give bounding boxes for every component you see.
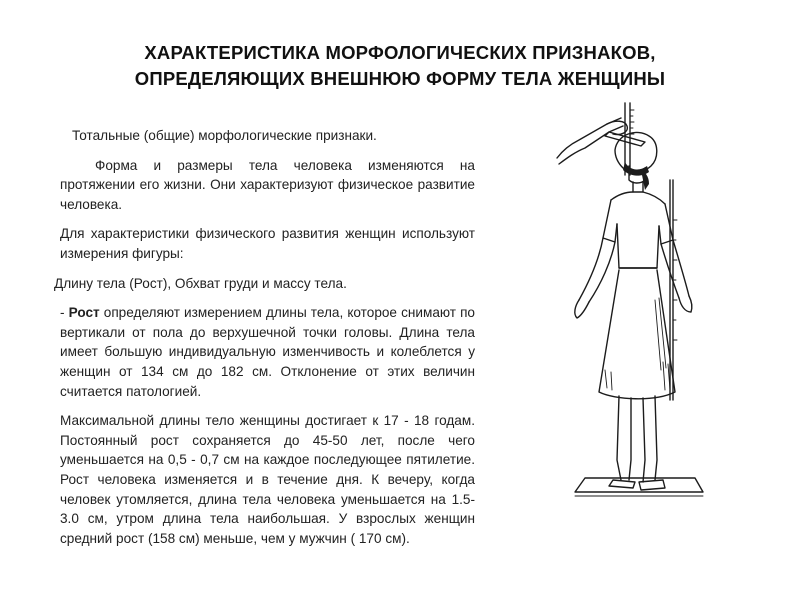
paragraph-height-age-changes: Максимальной длины тело женщины достигает к 17 - 18 годам. Постоянный рост сохраняется до 45-50 лет, после чего уменьшается на 0,5 - 0,7 см на каждое последующее пятилетие. Рост человека изменяется и в течение дня. К вечеру, когда человек утомляется, длина тела человека уменьшается на 1.5-3.0 см, утром длина тела наибольшая. У взрослых женщин средний рост (158 см) меньше, чем у мужчин ( 170 см). — [60, 413, 475, 546]
right-shoe — [639, 480, 665, 490]
paragraph-measurements-intro: Для характеристики физического развития женщин используют измерения фигуры: — [60, 226, 475, 261]
right-sleeve — [659, 204, 673, 244]
illustration-drawing — [545, 100, 725, 560]
paragraph-height-definition — [55, 303, 475, 401]
height-definition-text: определяют измерением длины тела, которое снимают по вертикали от пола до верхушечной точки головы. Длина тела имеет большую индивидуальную изменчивость и колеблется у женщин от 134 см до 182 см. Отклонение от этих величин считается патологией. — [60, 305, 475, 399]
woman-height-measurement-illustration — [545, 100, 725, 560]
paragraph-subtitle: Тотальные (общие) морфологические признаки. — [72, 128, 377, 143]
measurer-arm-lower — [559, 126, 623, 164]
left-leg — [617, 396, 631, 480]
left-shoe — [609, 480, 635, 488]
slide-title — [40, 40, 760, 92]
bodice — [617, 224, 659, 268]
head-hair — [615, 132, 657, 171]
shoulders — [611, 192, 665, 204]
neck-shadow — [641, 170, 649, 190]
left-hand — [575, 300, 589, 318]
right-leg — [643, 396, 657, 482]
body-text — [55, 126, 475, 548]
paragraph-body-form: Форма и размеры тела человека изменяются на протяжении его жизни. Они характеризуют физическое развитие человека. — [60, 157, 475, 212]
title-line-2: ОПРЕДЕЛЯЮЩИХ ВНЕШНЮЮ ФОРМУ ТЕЛА ЖЕНЩИНЫ — [134, 68, 666, 89]
right-hand — [679, 296, 692, 312]
left-arm — [579, 238, 615, 302]
paragraph-measurements-list: Длину тела (Рост), Обхват груди и массу тела. — [54, 275, 347, 291]
skirt-shading — [605, 298, 670, 390]
skirt — [599, 270, 675, 399]
height-term: Рост — [68, 305, 100, 321]
left-sleeve — [603, 200, 617, 242]
height-dash: - — [60, 305, 69, 321]
measuring-platform — [575, 478, 703, 492]
title-line-1: ХАРАКТЕРИСТИКА МОРФОЛОГИЧЕСКИХ ПРИЗНАКОВ, — [144, 42, 656, 63]
right-arm — [661, 240, 689, 298]
